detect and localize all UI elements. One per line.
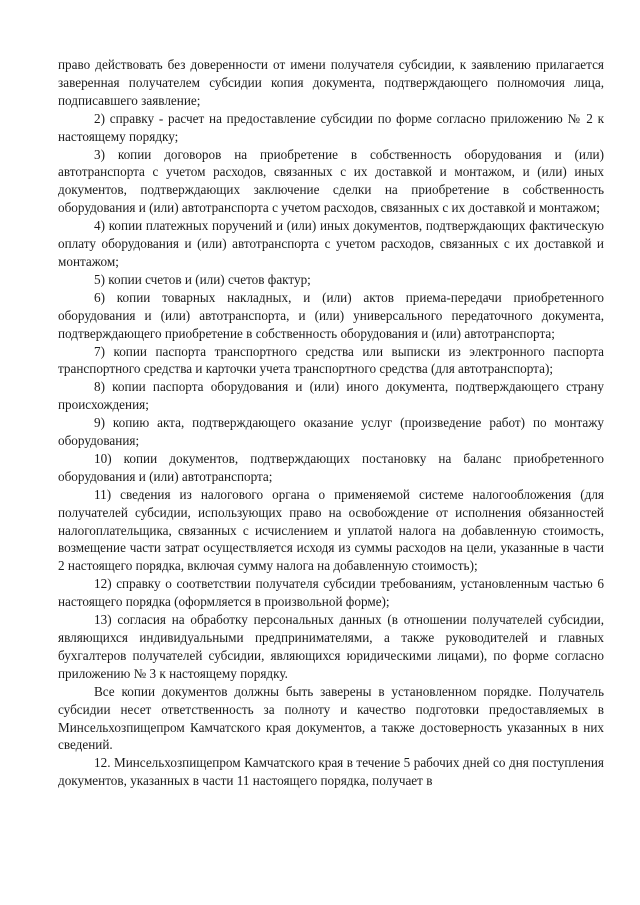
paragraph-item-11: 11) сведения из налогового органа о применяемой системе налогообложения (для получателей субсидии, использующих право на освобождение от исполнения обязанностей налогоплательщика, связанных с исчислением и уплатой налога на добавленную стоимость, возмещение части затрат осуществляется исходя из суммы расходов на цели, указанные в части 2 настоящего порядка, включая сумму налога на добавленную стоимость); (58, 486, 604, 574)
paragraph-item-13: 13) согласия на обработку персональных данных (в отношении получателей субсидии, являющихся индивидуальными предпринимателями, а также руководителей и главных бухгалтеров получателей субсидии, являющихся юридическими лицами), по форме согласно приложению № 3 к настоящему порядку. (58, 612, 604, 681)
paragraph-item-4: 4) копии платежных поручений и (или) иных документов, подтверждающих фактическую оплату оборудования и (или) автотранспорта с учетом расходов, связанных с их доставкой и монтажом; (58, 218, 604, 269)
paragraph-item-9: 9) копию акта, подтверждающего оказание услуг (произведение работ) по монтажу оборудования; (58, 415, 604, 449)
paragraph-item-3: 3) копии договоров на приобретение в собственность оборудования и (или) автотранспорта с учетом расходов, связанных с их доставкой и монтажом, и (или) иных документов, подтверждающих заключение сделки на приобретение в собственность оборудования и (или) автотранспорта с учетом расходов, связанных с их доставкой и монтажом; (58, 146, 604, 216)
paragraph-copies-certification: Все копии документов должны быть заверены в установленном порядке. Получатель субсидии несет ответственность за полноту и качество подготовки предоставляемых в Минсельхозпищепром Камчатского края документов, а также достоверность указанных в них сведений. (58, 683, 604, 753)
paragraph-item-6: 6) копии товарных накладных, и (или) актов приема-передачи приобретенного оборудования и (или) автотранспорта, и (или) универсального передаточного документа, подтверждающего приобретение в собственность оборудования и (или) автотранспорта; (58, 289, 604, 341)
paragraph-section-12: 12. Минсельхозпищепром Камчатского края в течение 5 рабочих дней со дня поступления документов, указанных в части 11 настоящего порядка, получает в (58, 755, 604, 789)
paragraph-item-7: 7) копии паспорта транспортного средства или выписки из электронного паспорта транспортного средства и карточки учета транспортного средства (для автотранспорта); (58, 343, 604, 377)
paragraph-item-8: 8) копии паспорта оборудования и (или) иного документа, подтверждающего страну происхождения; (58, 379, 604, 413)
paragraph-item-10: 10) копии документов, подтверждающих постановку на баланс приобретенного оборудования и (или) автотранспорта; (58, 450, 604, 484)
paragraph-item-12: 12) справку о соответствии получателя субсидии требованиям, установленным частью 6 настоящего порядка (оформляется в произвольной форме); (58, 576, 604, 610)
paragraph-item-5: 5) копии счетов и (или) счетов фактур; (94, 271, 311, 287)
paragraph-item-2: 2) справку - расчет на предоставление субсидии по форме согласно приложению № 2 к настоящему порядку; (58, 110, 604, 144)
paragraph-continuation: право действовать без доверенности от имени получателя субсидии, к заявлению прилагается заверенная получателем субсидии копия документа, подтверждающего полномочия лица, подписавшего заявление; (58, 57, 604, 108)
